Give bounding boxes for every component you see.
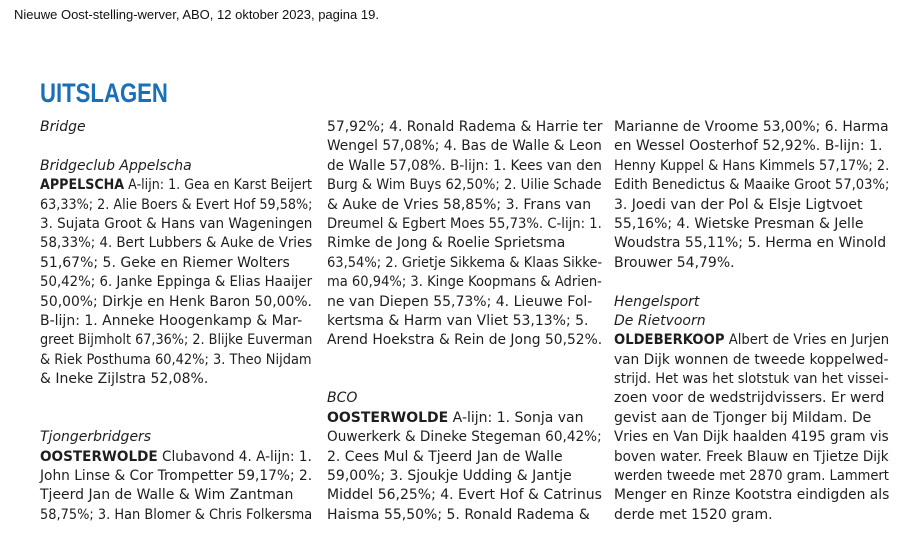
body-line: Haisma 55,50%; 5. Ronald Radema & [327, 506, 590, 523]
body-line: derde met 1520 gram. [614, 506, 773, 523]
body-line: greet Bijmholt 67,36%; 2. Blijke Euverman [40, 332, 313, 349]
subheading: Bridge [40, 119, 86, 135]
spacer [614, 273, 889, 292]
text-column-1 [40, 118, 312, 525]
spacer [40, 389, 312, 408]
body-line: 58,33%; 4. Bert Lubbers & Auke de Vries [40, 235, 313, 252]
body-line: van Dijk wonnen de tweede koppelwed- [614, 351, 889, 368]
body-line: Burg & Wim Buys 62,50%; 2. Uilie Schade [327, 177, 602, 194]
paragraph-lead-line [614, 331, 890, 350]
text-column-2 [327, 118, 602, 525]
body-text: Albert de Vries en Jurjen [724, 332, 890, 349]
body-line: Edith Benedictus & Maaike Groot 57,03%; [614, 177, 890, 194]
body-line: gevist aan de Tjonger bij Mildam. De [614, 409, 872, 426]
body-line: ne van Diepen 55,73%; 4. Lieuwe Fol- [327, 293, 593, 310]
place-name: OLDEBERKOOP [614, 332, 725, 349]
subheading: BCO [327, 390, 358, 407]
body-line: Arend Hoekstra & Rein de Jong 50,52%. [327, 332, 603, 349]
body-line: 63,54%; 2. Grietje Sikkema & Klaas Sikke- [327, 254, 603, 271]
body-line: 3. Joedi van der Pol & Elsje Ligtvoet [614, 196, 863, 213]
body-line: kertsma & Harm van Vliet 53,13%; 5. [327, 312, 589, 329]
body-line: 58,75%; 3. Han Blomer & Chris Folkersma [40, 506, 313, 523]
body-line: Wengel 57,08%; 4. Bas de Walle & Leon [327, 138, 602, 155]
place-name: OOSTERWOLDE [327, 409, 449, 426]
body-line: ma 60,94%; 3. Kinge Koopmans & Adrien- [327, 274, 602, 291]
body-text: A-lijn: 1. Sonja van [448, 409, 584, 426]
body-line: 57,92%; 4. Ronald Radema & Harrie ter [327, 119, 603, 135]
body-line: Woudstra 55,11%; 5. Herma en Winold [614, 235, 887, 252]
source-citation: Nieuwe Oost-stelling-werver, ABO, 12 oktober 2023, pagina 19. [14, 7, 379, 22]
paragraph-lead-line [327, 409, 602, 428]
section-heading: UITSLAGEN [40, 78, 168, 108]
body-line: & Ineke Zijlstra 52,08%. [40, 371, 209, 388]
body-line: Brouwer 54,79%. [614, 254, 735, 271]
paragraph-lead-line [40, 448, 312, 467]
body-line: 50,42%; 6. Janke Eppinga & Elias Haaijer [40, 274, 313, 291]
subheading: Tjongerbridgers [40, 429, 152, 446]
body-line: Rimke de Jong & Roelie Sprietsma [327, 235, 566, 252]
spacer [327, 370, 602, 389]
body-line: Tjeerd Jan de Walle & Wim Zantman [40, 487, 294, 504]
subheading: De Rietvoorn [614, 312, 706, 329]
body-line: boven water. Freek Blauw en Tjietze Dijk [614, 448, 889, 465]
body-line: strijd. Het was het slotstuk van het vissei- [614, 371, 889, 388]
body-line: Marianne de Vroome 53,00%; 6. Harma [614, 119, 889, 135]
body-line: 59,00%; 3. Sjoukje Udding & Jantje [327, 468, 572, 485]
paragraph-lead-line [40, 176, 312, 195]
subheading: Hengelsport [614, 293, 700, 310]
body-line: zoen voor de wedstrijdvissers. Er werd [614, 390, 885, 407]
body-text: A-lijn: 1. Gea en Karst Beijert [124, 177, 312, 194]
spacer [327, 351, 602, 370]
spacer [40, 409, 312, 428]
body-line: 50,00%; Dirkje en Henk Baron 50,00%. [40, 293, 312, 310]
body-line: de Walle 57,08%. B-lijn: 1. Kees van den [327, 157, 602, 174]
body-line: B-lijn: 1. Anneke Hoogenkamp & Mar- [40, 312, 303, 329]
body-line: Henny Kuppel & Hans Kimmels 57,17%; 2. [614, 157, 890, 174]
body-line: & Auke de Vries 58,85%; 3. Frans van [327, 196, 592, 213]
body-line: Vries en Van Dijk haalden 4195 gram vis [614, 429, 889, 446]
body-line: Menger en Rinze Kootstra eindigden als [614, 487, 890, 504]
body-line: Dreumel & Egbert Moes 55,73%. C-lijn: 1. [327, 215, 602, 232]
body-line: Ouwerkerk & Dineke Stegeman 60,42%; [327, 429, 602, 446]
body-line: 51,67%; 5. Geke en Riemer Wolters [40, 254, 290, 271]
text-column-3 [614, 118, 889, 525]
spacer [40, 137, 312, 156]
body-text: Clubavond 4. A-lijn: 1. [157, 448, 312, 465]
body-line: en Wessel Oosterhof 52,92%. B-lijn: 1. [614, 138, 883, 155]
body-line: Middel 56,25%; 4. Evert Hof & Catrinus [327, 487, 602, 504]
body-line: 55,16%; 4. Wietske Presman & Jelle [614, 215, 864, 232]
subheading: Bridgeclub Appelscha [40, 157, 192, 174]
body-line: & Riek Posthuma 60,42%; 3. Theo Nijdam [40, 351, 312, 368]
place-name: APPELSCHA [40, 177, 125, 194]
body-line: 63,33%; 2. Alie Boers & Evert Hof 59,58%; [40, 196, 313, 213]
body-line: werden tweede met 2870 gram. Lammert [614, 468, 889, 485]
body-line: 3. Sujata Groot & Hans van Wageningen [40, 215, 313, 232]
place-name: OOSTERWOLDE [40, 448, 158, 465]
body-line: 2. Cees Mul & Tjeerd Jan de Walle [327, 448, 563, 465]
body-line: John Linse & Cor Trompetter 59,17%; 2. [40, 468, 313, 485]
